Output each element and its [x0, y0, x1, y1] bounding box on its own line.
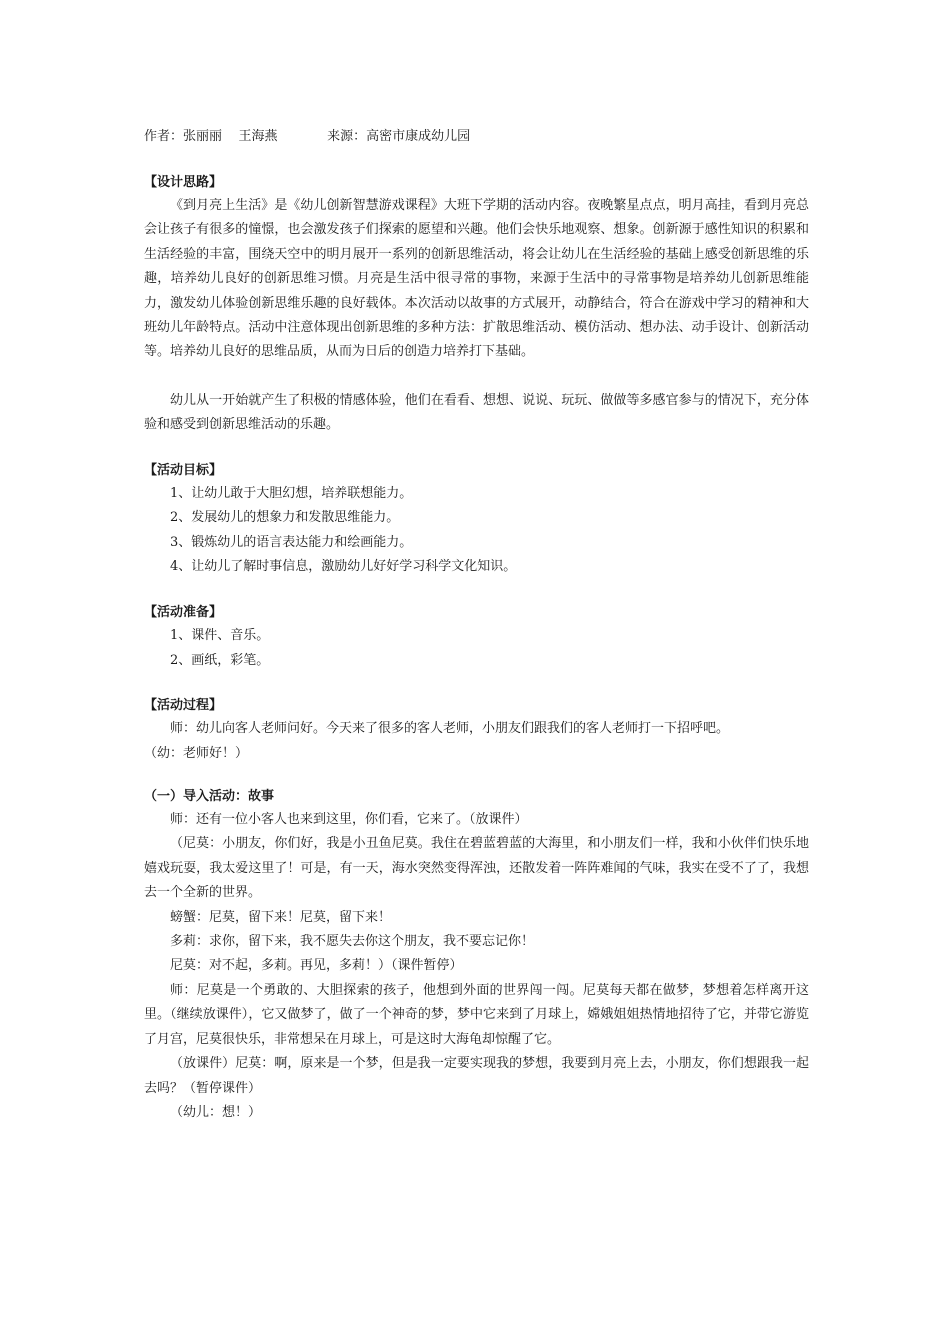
prep-item: 1、课件、音乐。 [170, 628, 270, 644]
design-paragraph-2: 幼儿从一开始就产生了积极的情感体验，他们在看看、想想、说说、玩玩、做做等多感官参与的情况下，充分体验和感受到创新思维活动的乐趣。 [144, 392, 809, 433]
story-line: 尼莫：对不起，多莉。再见，多莉！）（课件暂停） [170, 958, 463, 974]
story-line: （幼儿：想！） [170, 1104, 262, 1120]
design-heading: 【设计思路】 [144, 175, 223, 190]
prep-heading: 【活动准备】 [144, 605, 223, 621]
goal-item: 1、让幼儿敢于大胆幻想，培养联想能力。 [170, 485, 413, 501]
story-line: 师：还有一位小客人也来到这里，你们看，它来了。（放课件） [170, 812, 528, 828]
story-line: 螃蟹：尼莫，留下来！尼莫，留下来！ [170, 909, 392, 925]
prep-item: 2、画纸，彩笔。 [170, 652, 270, 668]
document-body [144, 126, 809, 1125]
goal-item: 2、发展幼儿的想象力和发散思维能力。 [170, 510, 400, 526]
process-paragraph: 师：幼儿向客人老师问好。今天来了很多的客人老师，小朋友们跟我们的客人老师打一下招呼吧。 [170, 721, 730, 737]
process-response: （幼：老师好！） [144, 745, 249, 761]
goal-item: 3、锻炼幼儿的语言表达能力和绘画能力。 [170, 534, 413, 550]
story-line: 师：尼莫是一个勇敢的、大胆探索的孩子，他想到外面的世界闯一闯。尼莫每天都在做梦，梦想着怎样离开这里。（继续放课件），它又做梦了，做了一个神奇的梦，梦中它来到了月球上，嫦娥姐姐热情地招待了它，并带它游览了月宫，尼莫很快乐，非常想呆在月球上，可是这时大海龟却惊醒了它。 [144, 982, 809, 1047]
story-line: （尼莫：小朋友，你们好，我是小丑鱼尼莫。我住在碧蓝碧蓝的大海里，和小朋友们一样，我和小伙伴们快乐地嬉戏玩耍，我太爱这里了！可是，有一天，海水突然变得浑浊，还散发着一阵阵难闻的气味，我实在受不了了，我想去一个全新的世界。 [144, 836, 809, 901]
story-line: （放课件）尼莫：啊，原来是一个梦，但是我一定要实现我的梦想，我要到月亮上去，小朋友，你们想跟我一起去吗？（暂停课件） [144, 1056, 809, 1096]
author-source-line: 作者：张丽丽 王海燕 来源：高密市康成幼儿园 [144, 129, 471, 144]
story-line: 多莉：求你，留下来，我不愿失去你这个朋友，我不要忘记你！ [170, 934, 535, 950]
goal-item: 4、让幼儿了解时事信息，激励幼儿好好学习科学文化知识。 [170, 559, 517, 575]
process-heading: 【活动过程】 [144, 698, 223, 714]
design-paragraph-1: 《到月亮上生活》是《幼儿创新智慧游戏课程》大班下学期的活动内容。夜晚繁星点点，明月高挂，看到月亮总会让孩子有很多的憧憬，也会激发孩子们探索的愿望和兴趣。他们会快乐地观察、想象。创新源于感性知识的积累和生活经验的丰富，围绕天空中的明月展开一系列的创新思维活动，将会让幼儿在生活经验的基础上感受创新思维的乐趣，培养幼儿良好的创新思维习惯。月亮是生活中很寻常的事物，来源于生活中的寻常事物是培养幼儿创新思维能力，激发幼儿体验创新思维乐趣的良好载体。本次活动以故事的方式展开，动静结合，符合在游戏中学习的精神和大班幼儿年龄特点。活动中注意体现出创新思维的多种方法：扩散思维活动、模仿活动、想办法、动手设计、创新活动等。培养幼儿良好的思维品质，从而为日后的创造力培养打下基础。 [144, 198, 809, 360]
goals-heading: 【活动目标】 [144, 462, 223, 478]
section1-heading: （一）导入活动：故事 [144, 789, 275, 805]
